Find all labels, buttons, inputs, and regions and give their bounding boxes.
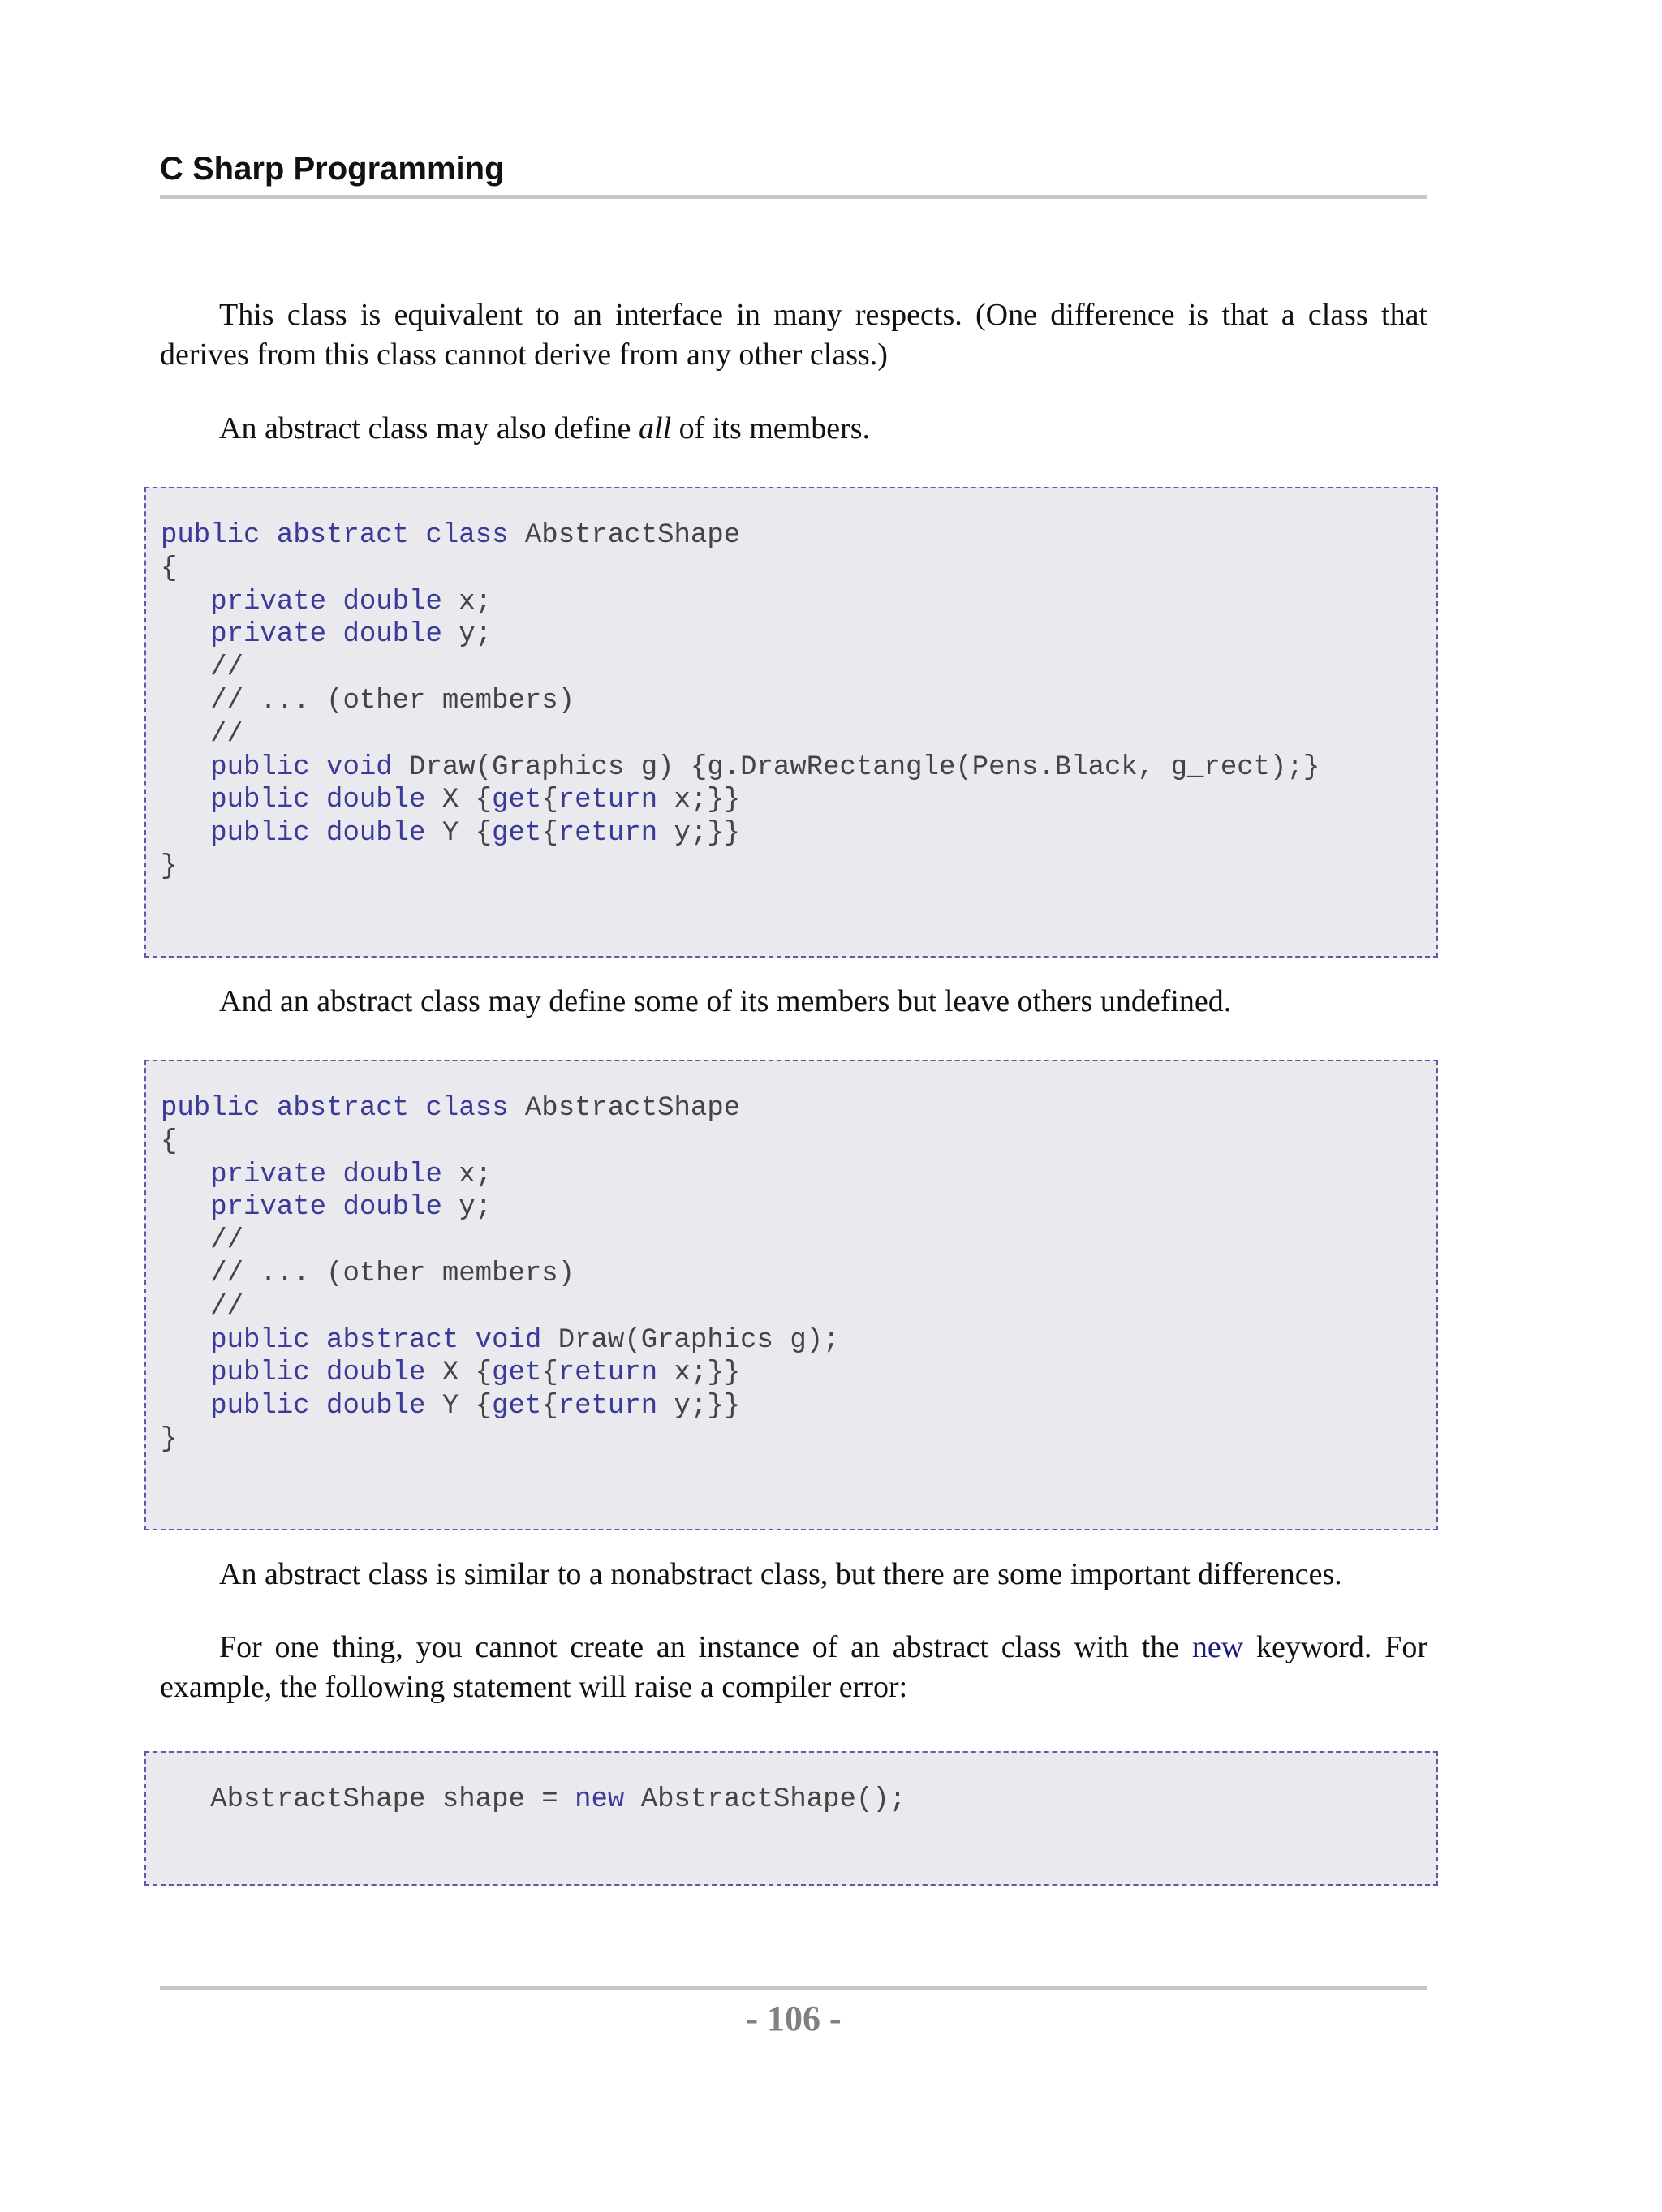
paragraph-define-some: And an abstract class may define some of its members but leave others undefined. xyxy=(219,984,1232,1018)
code-listing: public abstract class AbstractShape { private double x; private double y; // // ... (other members) // public void Draw(Graphics g) {g.DrawRectangle(Pens.Black, g_rect);} public double X {get{return x;}} public double Y {get{return y;}} } xyxy=(161,520,1320,882)
footer-divider xyxy=(160,1986,1427,1990)
paragraph-text: For one thing, you cannot create an instance of an abstract class with the xyxy=(219,1630,1192,1664)
page-header-title: C Sharp Programming xyxy=(160,151,505,187)
paragraph-new-keyword xyxy=(160,1628,1427,1707)
code-block-partial-abstract-shape xyxy=(144,1060,1438,1530)
paragraph-similar-nonabstract: An abstract class is similar to a nonabstract class, but there are some important differences. xyxy=(219,1557,1342,1591)
code-listing: AbstractShape shape = new AbstractShape(); xyxy=(210,1784,906,1815)
header-divider xyxy=(160,195,1427,199)
code-block-full-abstract-shape xyxy=(144,487,1438,958)
code-block-instantiation-error xyxy=(144,1751,1438,1886)
emphasis-all: all xyxy=(639,411,672,445)
paragraph-text: keyword. For example, the following statement will raise a compiler error: xyxy=(160,1630,1427,1704)
page-number: - 106 - xyxy=(746,1999,842,2038)
code-listing: public abstract class AbstractShape { private double x; private double y; // // ... (other members) // public abstract void Draw(Graphics g); public double X {get{return x;}} public double Y {get{return y;}} } xyxy=(161,1093,840,1455)
paragraph-define-all xyxy=(160,409,1427,449)
paragraph-interface-equivalence: This class is equivalent to an interface in many respects. (One difference is that a class that derives from this class cannot derive from any other class.) xyxy=(160,298,1427,372)
inline-keyword-new: new xyxy=(1191,1630,1244,1664)
paragraph-text: An abstract class may also define xyxy=(219,411,639,445)
paragraph-text: of its members. xyxy=(671,411,871,445)
